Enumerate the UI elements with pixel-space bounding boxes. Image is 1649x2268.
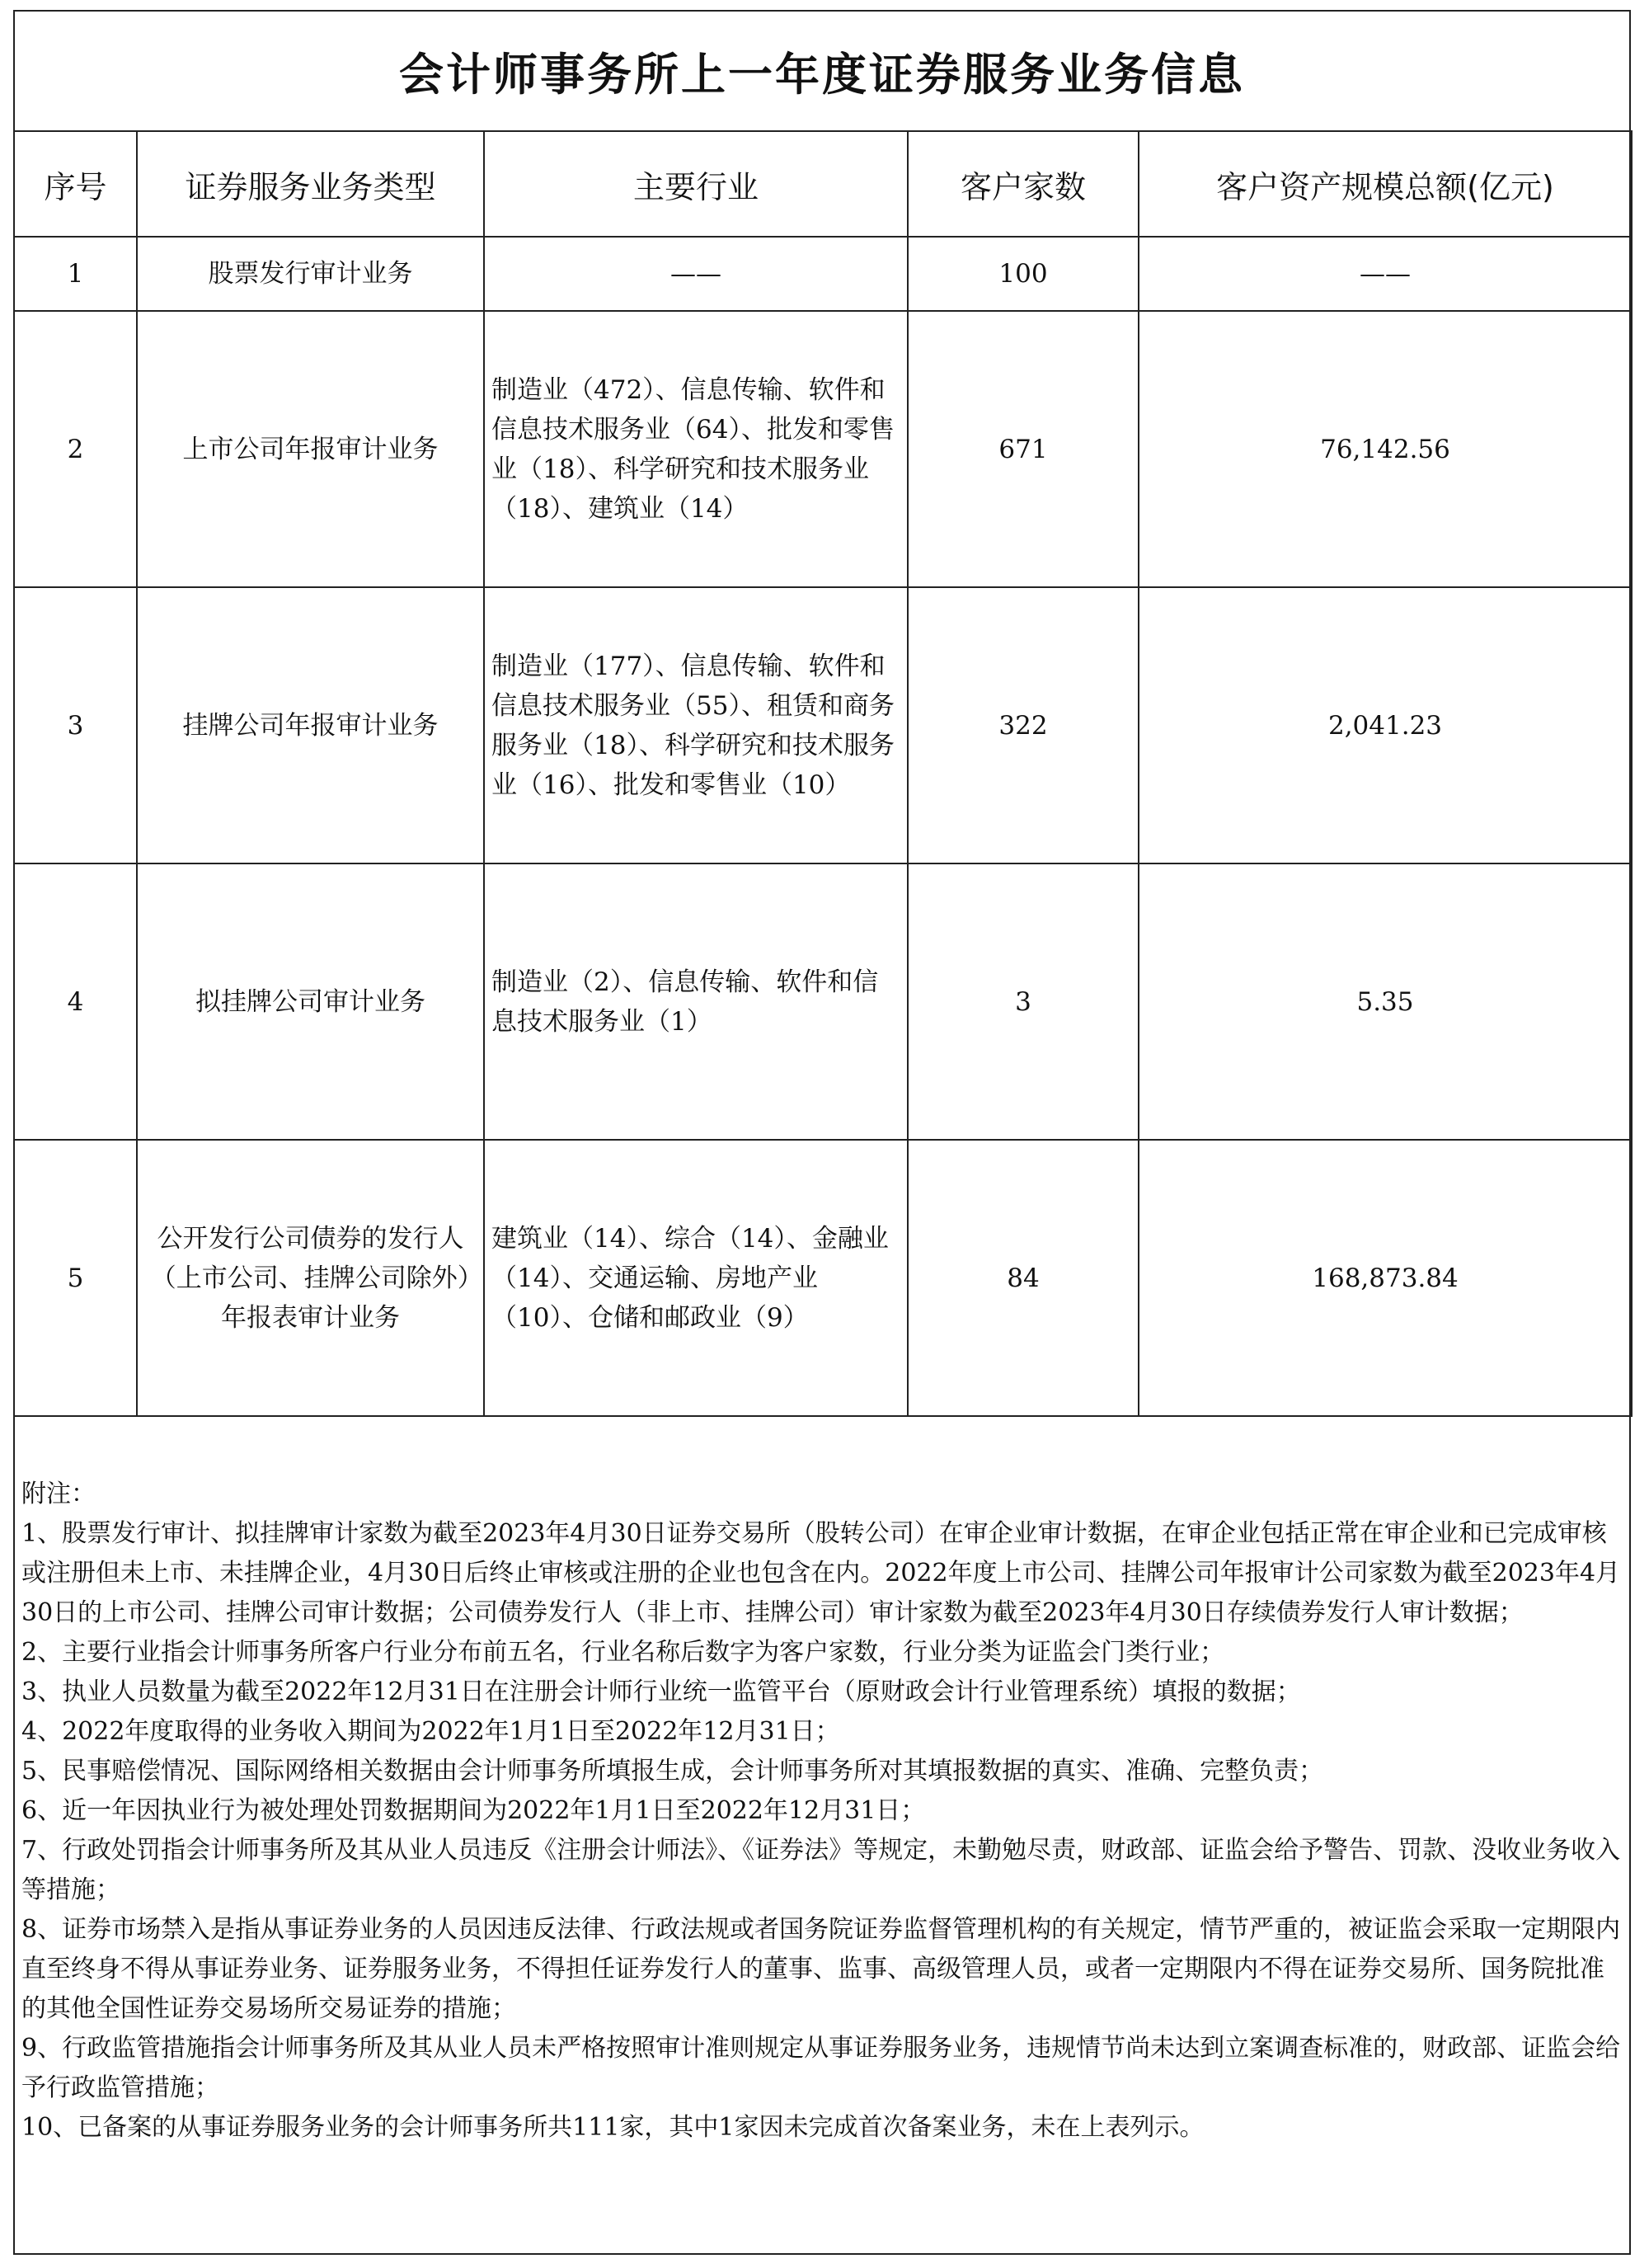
table-row	[14, 1140, 1632, 1416]
note-item: 4、2022年度取得的业务收入期间为2022年1月1日至2022年12月31日；	[21, 1717, 840, 1746]
row-seq: 5	[14, 1140, 137, 1416]
note-item: 3、执业人员数量为截至2022年12月31日在注册会计师行业统一监管平台（原财政会计行业管理系统）填报的数据；	[21, 1677, 1301, 1706]
row-type: 挂牌公司年报审计业务	[137, 587, 484, 863]
row-assets: 168,873.84	[1139, 1140, 1632, 1416]
row-industry: 制造业（2）、信息传输、软件和信息技术服务业（1）	[484, 863, 908, 1140]
header-industry: 主要行业	[484, 131, 908, 237]
row-type: 公开发行公司债券的发行人（上市公司、挂牌公司除外）年报表审计业务	[137, 1140, 484, 1416]
row-clients: 100	[908, 237, 1139, 311]
note-item: 1、股票发行审计、拟挂牌审计家数为截至2023年4月30日证券交易所（股转公司）在审企业审计数据，在审企业包括正常在审企业和已完成审核或注册但未上市、未挂牌企业，4月30日后终止审核或注册的企业也包含在内。2022年度上市公司、挂牌公司年报审计公司家数为截至2023年4月30日的上市公司、挂牌公司审计数据；公司债券发行人（非上市、挂牌公司）审计家数为截至2023年4月30日存续债券发行人审计数据；	[21, 1519, 1621, 1627]
note-item: 8、证券市场禁入是指从事证券业务的人员因违反法律、行政法规或者国务院证券监督管理机构的有关规定，情节严重的，被证监会采取一定期限内直至终身不得从事证券业务、证券服务业务，不得担任证券发行人的董事、监事、高级管理人员，或者一定期限内不得在证券交易所、国务院批准的其他全国性证券交易场所交易证券的措施；	[21, 1915, 1621, 2023]
row-type: 拟挂牌公司审计业务	[137, 863, 484, 1140]
row-seq: 3	[14, 587, 137, 863]
row-industry: 建筑业（14）、综合（14）、金融业（14）、交通运输、房地产业（10）、仓储和邮政业（9）	[484, 1140, 908, 1416]
row-clients: 671	[908, 311, 1139, 587]
table-row	[14, 311, 1632, 587]
note-item: 6、近一年因执业行为被处理处罚数据期间为2022年1月1日至2022年12月31日；	[21, 1796, 926, 1825]
table-row	[14, 237, 1632, 311]
row-assets: 2,041.23	[1139, 587, 1632, 863]
row-assets: 76,142.56	[1139, 311, 1632, 587]
row-assets: ——	[1139, 237, 1632, 311]
securities-services-table	[13, 130, 1633, 1417]
page-title: 会计师事务所上一年度证券服务业务信息	[13, 10, 1631, 132]
table-row	[14, 587, 1632, 863]
row-clients: 3	[908, 863, 1139, 1140]
note-item: 5、民事赔偿情况、国际网络相关数据由会计师事务所填报生成，会计师事务所对其填报数据的真实、准确、完整负责；	[21, 1757, 1324, 1786]
row-industry: ——	[484, 237, 908, 311]
row-seq: 2	[14, 311, 137, 587]
header-seq: 序号	[14, 131, 137, 237]
header-clients: 客户家数	[908, 131, 1139, 237]
table-row	[14, 863, 1632, 1140]
notes-heading: 附注：	[21, 1480, 96, 1508]
note-item: 10、已备案的从事证券服务业务的会计师事务所共111家，其中1家因未完成首次备案业务，未在上表列示。	[21, 2113, 1205, 2142]
note-item: 2、主要行业指会计师事务所客户行业分布前五名，行业名称后数字为客户家数，行业分类为证监会门类行业；	[21, 1638, 1225, 1667]
notes-section	[21, 1475, 1624, 2148]
row-industry: 制造业（472）、信息传输、软件和信息技术服务业（64）、批发和零售业（18）、科学研究和技术服务业（18）、建筑业（14）	[484, 311, 908, 587]
row-industry: 制造业（177）、信息传输、软件和信息技术服务业（55）、租赁和商务服务业（18）、科学研究和技术服务业（16）、批发和零售业（10）	[484, 587, 908, 863]
header-type: 证券服务业务类型	[137, 131, 484, 237]
row-seq: 1	[14, 237, 137, 311]
row-clients: 84	[908, 1140, 1139, 1416]
header-assets: 客户资产规模总额(亿元)	[1139, 131, 1632, 237]
row-clients: 322	[908, 587, 1139, 863]
note-item: 7、行政处罚指会计师事务所及其从业人员违反《注册会计师法》、《证券法》等规定，未勤勉尽责，财政部、证监会给予警告、罚款、没收业务收入等措施；	[21, 1836, 1621, 1904]
note-item: 9、行政监管措施指会计师事务所及其从业人员未严格按照审计准则规定从事证券服务业务，违规情节尚未达到立案调查标准的，财政部、证监会给予行政监管措施；	[21, 2034, 1621, 2102]
table-header-row	[14, 131, 1632, 237]
row-seq: 4	[14, 863, 137, 1140]
row-type: 上市公司年报审计业务	[137, 311, 484, 587]
row-assets: 5.35	[1139, 863, 1632, 1140]
row-type: 股票发行审计业务	[137, 237, 484, 311]
